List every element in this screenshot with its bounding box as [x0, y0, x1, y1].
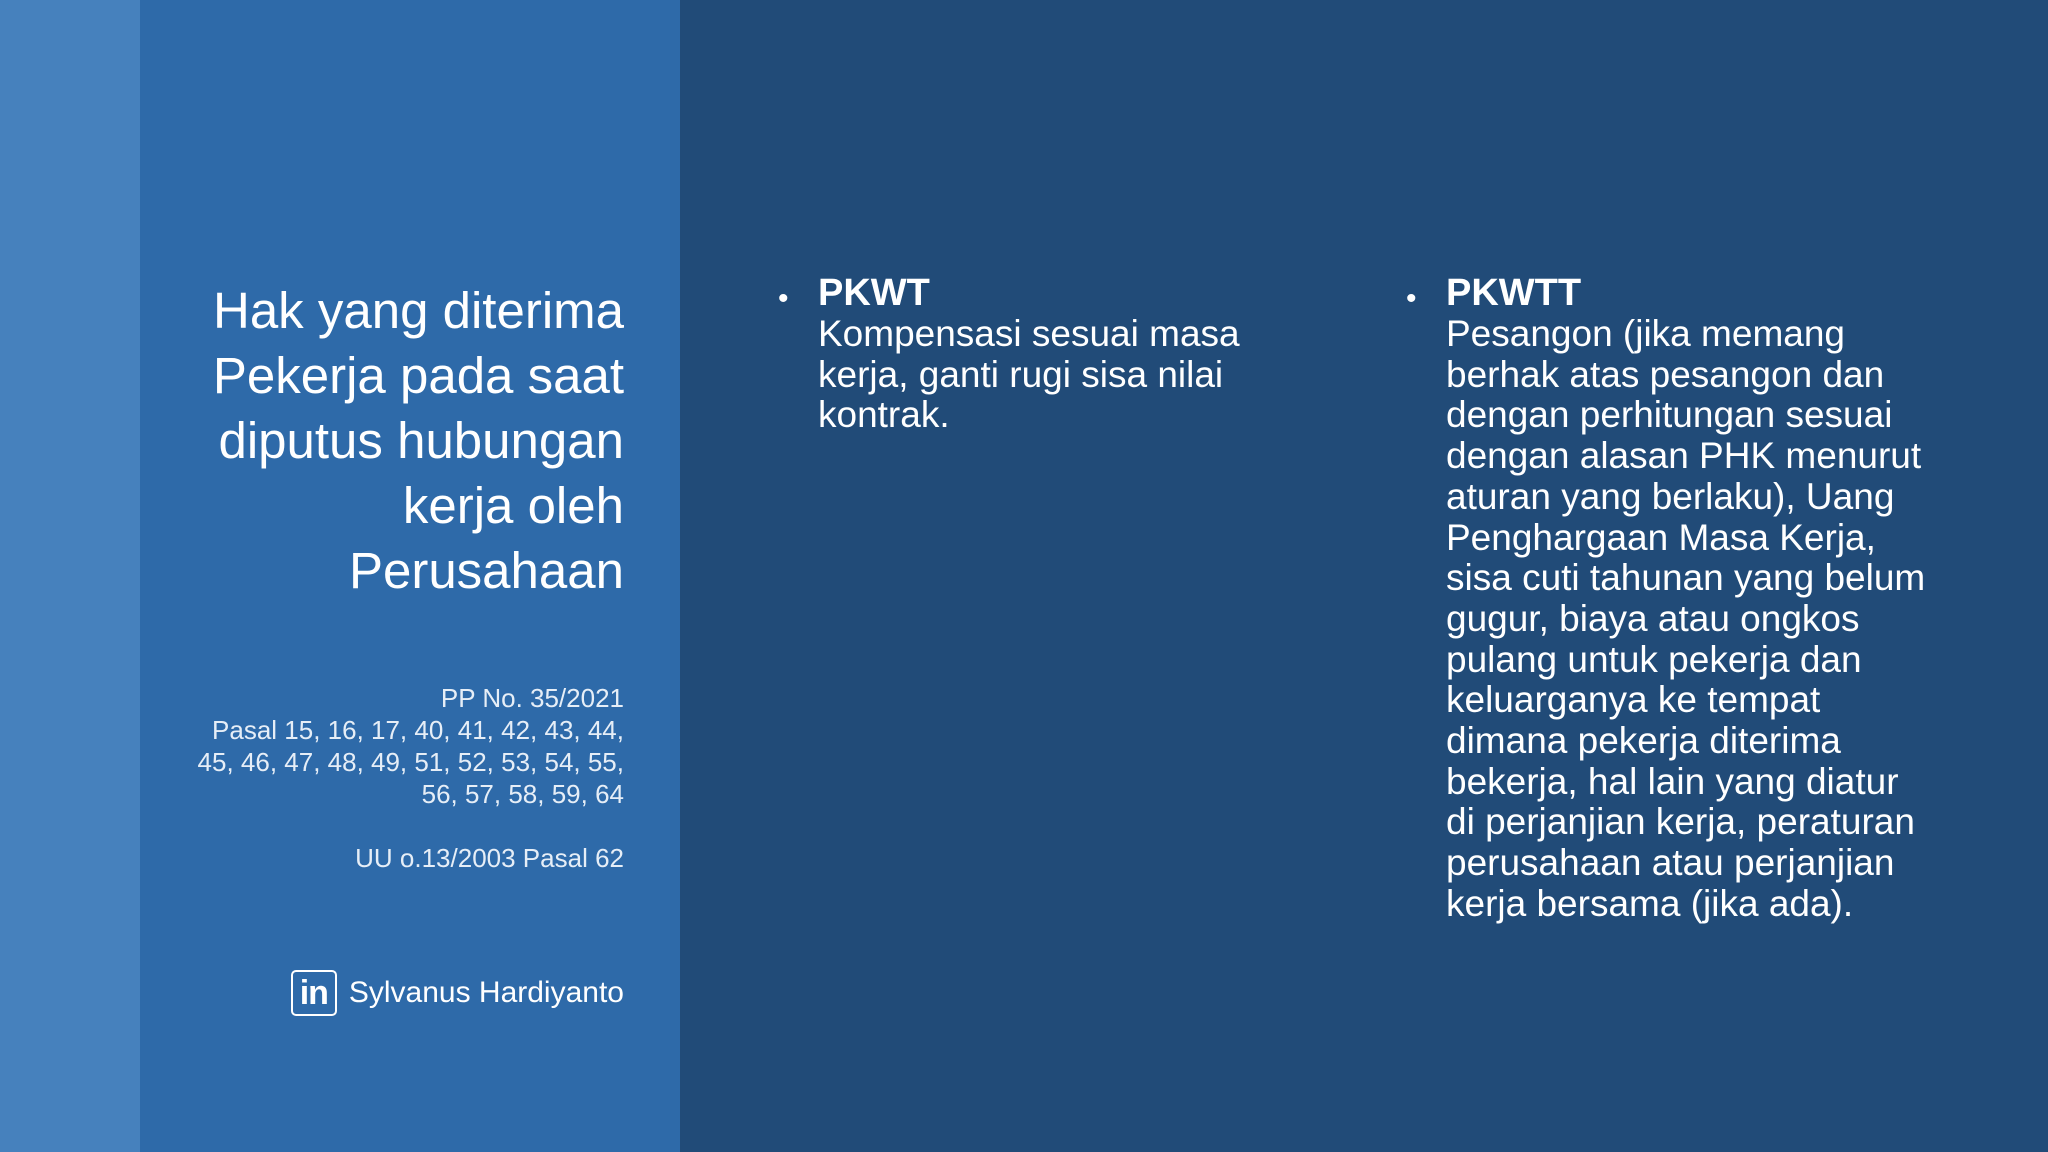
bullet-line: sisa cuti tahunan yang belum	[1446, 557, 1926, 599]
slide-title	[164, 278, 624, 603]
author-credit	[291, 970, 624, 1016]
bullet-line: perusahaan atau perjanjian	[1446, 842, 1895, 884]
bullet-line: keluarganya ke tempat	[1446, 679, 1821, 721]
bullet-line: kontrak.	[818, 394, 950, 436]
bullet-line: dengan perhitungan sesuai	[1446, 394, 1893, 436]
bullet-line: Penghargaan Masa Kerja,	[1446, 516, 1876, 558]
author-name: Sylvanus Hardiyanto	[348, 976, 624, 1009]
bullet-line: berhak atas pesangon dan	[1446, 353, 1885, 395]
bullet-line: Pesangon (jika memang	[1446, 313, 1845, 354]
title-line: kerja oleh	[402, 477, 624, 534]
uu-reference: UU o.13/2003 Pasal 62	[355, 843, 624, 873]
bullet-line: kerja bersama (jika ada).	[1446, 882, 1854, 924]
pasal-line: 45, 46, 47, 48, 49, 51, 52, 53, 54, 55,	[197, 747, 624, 777]
pasal-line: Pasal 15, 16, 17, 40, 41, 42, 43, 44,	[212, 715, 624, 745]
bullet-heading: PKWTT	[1446, 272, 1582, 314]
bullet-line: Kompensasi sesuai masa	[818, 313, 1240, 354]
bullet-line: bekerja, hal lain yang diatur	[1446, 760, 1899, 802]
bullet-line: gugur, biaya atau ongkos	[1446, 597, 1860, 639]
title-line: Pekerja pada saat	[212, 347, 624, 404]
bullet-line: di perjanjian kerja, peraturan	[1446, 801, 1915, 843]
pasal-line: 56, 57, 58, 59, 64	[421, 779, 624, 809]
linkedin-icon: in	[291, 970, 337, 1016]
bullet-line: aturan yang berlaku), Uang	[1446, 475, 1895, 517]
bullet-pkwtt	[1406, 272, 1966, 925]
title-line: Hak yang diterima	[212, 282, 624, 339]
title-line: Perusahaan	[348, 542, 624, 599]
bullet-line: pulang untuk pekerja dan	[1446, 638, 1862, 680]
pp-reference: PP No. 35/2021	[440, 683, 624, 713]
bullet-line: kerja, ganti rugi sisa nilai	[818, 353, 1224, 395]
bullet-heading: PKWT	[818, 272, 930, 314]
bullet-pkwt	[778, 272, 1278, 436]
title-line: diputus hubungan	[218, 412, 624, 469]
bullet-icon: •	[778, 282, 789, 315]
bullet-icon: •	[1406, 282, 1417, 315]
legal-references	[164, 682, 624, 874]
bullet-line: dengan alasan PHK menurut	[1446, 435, 1922, 477]
bullet-line: dimana pekerja diterima	[1446, 720, 1841, 762]
left-accent-strip	[0, 0, 140, 1152]
